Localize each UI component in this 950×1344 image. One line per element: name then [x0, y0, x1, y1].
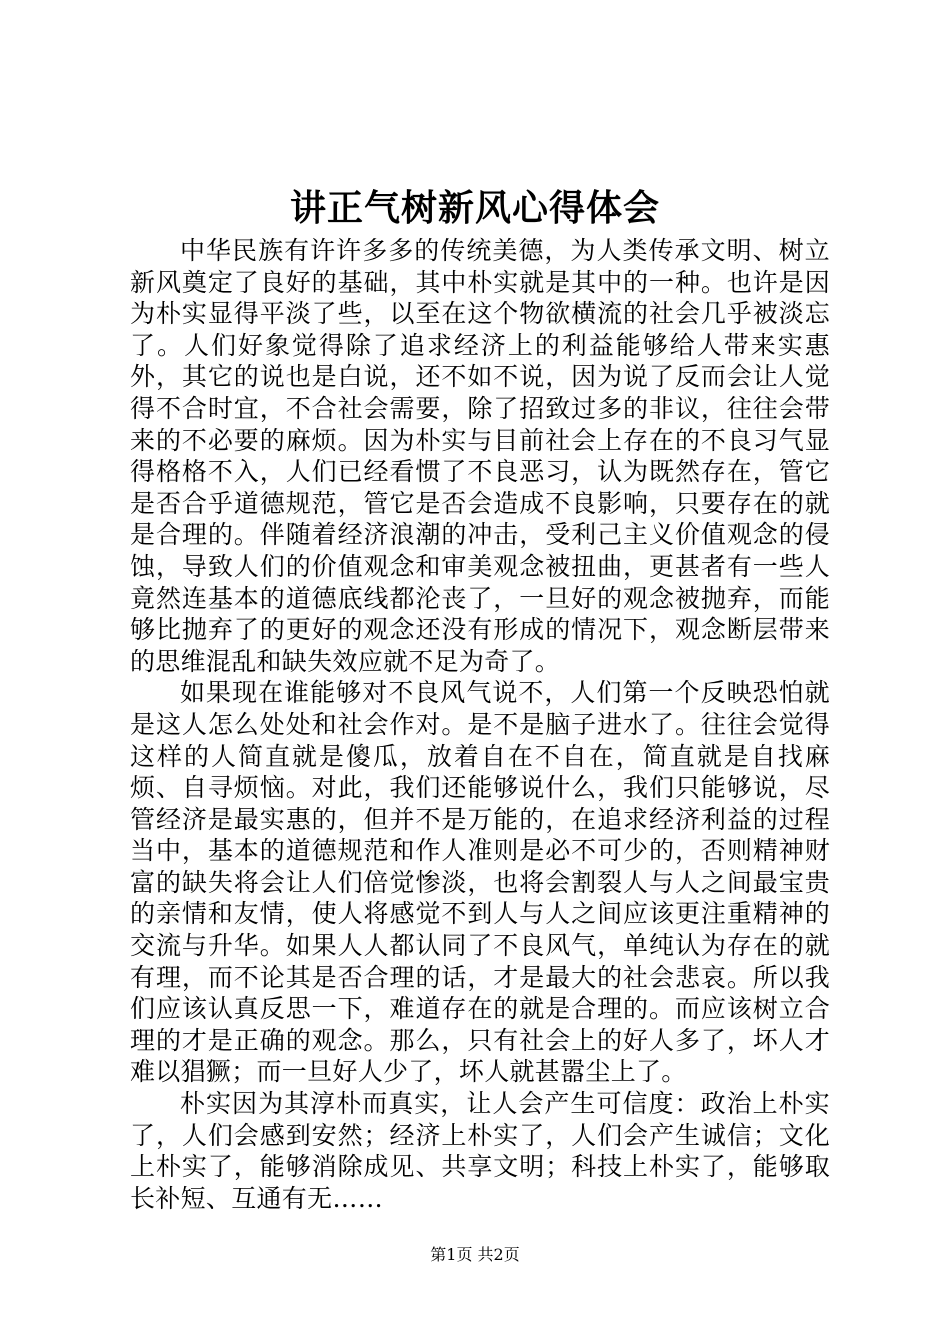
page-number-footer: 第1页 共2页: [430, 1245, 520, 1264]
paragraph-1: 中华民族有许许多多的传统美德，为人类传承文明、树立新风奠定了良好的基础，其中朴实就是其中的一种。也许是因为朴实显得平淡了些，以至在这个物欲横流的社会几乎被淡忘了。人们好象觉得除了追求经济上的利益能够给人带来实惠外，其它的说也是白说，还不如不说，因为说了反而会让人觉得不合时宜，不合社会需要，除了招致过多的非议，往往会带来的不必要的麻烦。因为朴实与目前社会上存在的不良习气显得格格不入，人们已经看惯了不良恶习，认为既然存在，管它是否合乎道德规范，管它是否会造成不良影响，只要存在的就是合理的。伴随着经济浪潮的冲击，受利己主义价值观念的侵蚀，导致人们的价值观念和审美观念被扭曲，更甚者有一些人竟然连基本的道德底线都沦丧了，一旦好的观念被抛弃，而能够比抛弃了的更好的观念还没有形成的情况下，观念断层带来的思维混乱和缺失效应就不足为奇了。: [130, 236, 830, 676]
document-title: 讲正气树新风心得体会: [289, 187, 660, 229]
paragraph-3: 朴实因为其淳朴而真实，让人会产生可信度：政治上朴实了，人们会感到安然；经济上朴实了，人们会产生诚信；文化上朴实了，能够消除成见、共享文明；科技上朴实了，能够取长补短、互通有无……: [130, 1089, 830, 1213]
paragraph-2: 如果现在谁能够对不良风气说不，人们第一个反映恐怕就是这人怎么处处和社会作对。是不是脑子进水了。往往会觉得这样的人简直就是傻瓜，放着自在不自在，简直就是自找麻烦、自寻烦恼。对此，我们还能够说什么，我们只能够说，尽管经济是最实惠的，但并不是万能的，在追求经济利益的过程当中，基本的道德规范和作人准则是必不可少的，否则精神财富的缺失将会让人们倍觉惨淡，也将会割裂人与人之间最宝贵的亲情和友情，使人将感觉不到人与人之间应该更注重精神的交流与升华。如果人人都认同了不良风气，单纯认为存在的就有理，而不论其是否合理的话，才是最大的社会悲哀。所以我们应该认真反思一下，难道存在的就是合理的。而应该树立合理的才是正确的观念。那么，只有社会上的好人多了，坏人才难以猖獗；而一旦好人少了，坏人就甚嚣尘上了。: [130, 678, 830, 1087]
document-body: [130, 235, 830, 1214]
